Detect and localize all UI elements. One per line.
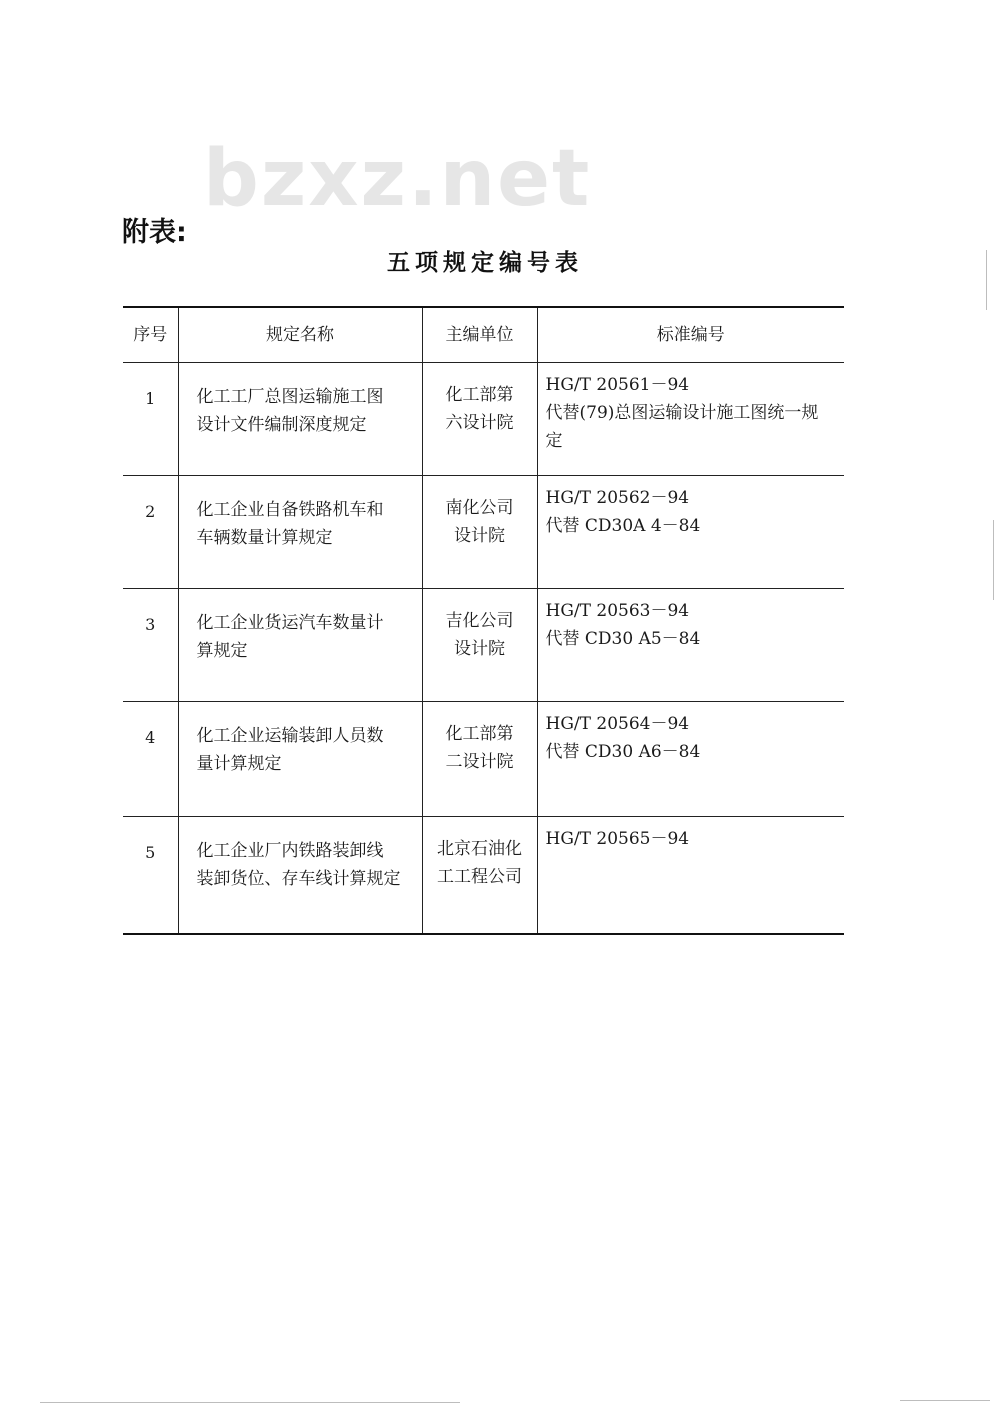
code-line: HG/T 20562－94 [545,488,690,508]
header-regulation-name: 规定名称 [178,307,422,363]
scan-edge-right [986,250,987,310]
code-line: HG/T 20561－94 [545,375,690,395]
cell-editor-unit [422,363,537,476]
regulation-number-table [123,306,844,935]
cell-serial-number: 5 [123,817,178,935]
cell-editor-unit [422,702,537,817]
code-line: 代替 CD30 A5－84 [545,629,701,649]
cell-standard-number [537,476,844,589]
unit-line: 南化公司 [445,498,514,518]
scan-edge-bottom [40,1402,460,1403]
cell-regulation-name [178,363,422,476]
cell-regulation-name [178,476,422,589]
unit-line: 二设计院 [445,752,514,772]
cell-regulation-name [178,589,422,702]
header-serial-number: 序号 [123,307,178,363]
unit-line: 六设计院 [445,413,514,433]
cell-serial-number: 1 [123,363,178,476]
unit-line: 北京石油化 [437,839,522,859]
cell-serial-number: 2 [123,476,178,589]
table-row [123,476,844,589]
cell-regulation-name [178,702,422,817]
table-row [123,363,844,476]
code-line: 定 [545,431,563,451]
unit-line: 化工部第 [445,724,514,744]
scan-edge-bottom [900,1400,990,1401]
watermark-text: bzxz.net [203,134,592,224]
cell-standard-number [537,363,844,476]
cell-serial-number: 3 [123,589,178,702]
name-line: 化工企业运输装卸人员数 [196,726,384,746]
appendix-label: 附表: [122,217,187,248]
name-line: 算规定 [196,641,248,661]
unit-line: 工工程公司 [437,867,522,887]
code-line: 代替 CD30 A6－84 [545,742,701,762]
name-line: 装卸货位、存车线计算规定 [196,869,401,889]
name-line: 化工工厂总图运输施工图 [196,387,384,407]
unit-line: 设计院 [454,639,505,659]
code-line: 代替(79)总图运输设计施工图统一规 [545,403,819,423]
unit-line: 设计院 [454,526,505,546]
cell-serial-number: 4 [123,702,178,817]
name-line: 化工企业货运汽车数量计 [196,613,384,633]
cell-regulation-name [178,817,422,935]
name-line: 量计算规定 [196,754,282,774]
cell-standard-number [537,817,844,935]
table-row [123,702,844,817]
table-row [123,589,844,702]
cell-editor-unit [422,589,537,702]
table-row [123,817,844,935]
code-line: HG/T 20564－94 [545,714,690,734]
name-line: 设计文件编制深度规定 [196,415,367,435]
unit-line: 化工部第 [445,385,514,405]
name-line: 化工企业厂内铁路装卸线 [196,841,384,861]
header-editor-unit: 主编单位 [422,307,537,363]
name-line: 化工企业自备铁路机车和 [196,500,384,520]
scan-edge-right [993,520,994,600]
cell-standard-number [537,589,844,702]
code-line: 代替 CD30A 4－84 [545,516,701,536]
name-line: 车辆数量计算规定 [196,528,333,548]
code-line: HG/T 20563－94 [545,601,690,621]
cell-editor-unit [422,476,537,589]
unit-line: 吉化公司 [445,611,514,631]
code-line: HG/T 20565－94 [545,829,690,849]
table-header-row [123,307,844,363]
header-standard-number: 标准编号 [537,307,844,363]
cell-standard-number [537,702,844,817]
cell-editor-unit [422,817,537,935]
table-title: 五项规定编号表 [387,250,583,276]
